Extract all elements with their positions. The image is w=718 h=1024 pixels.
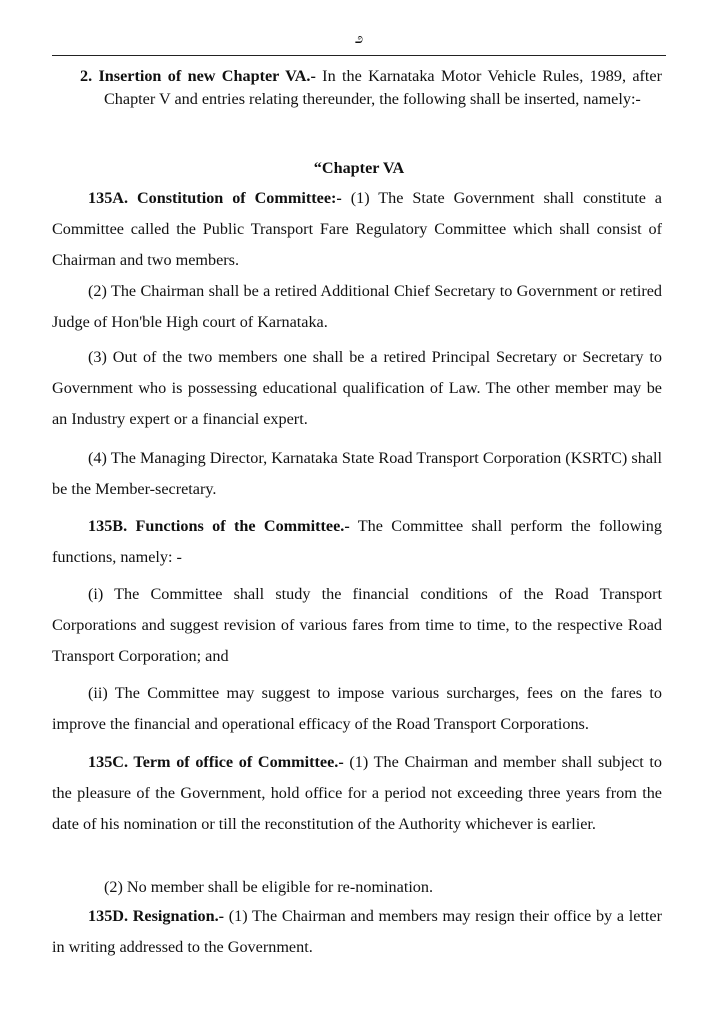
insertion-heading: 2. Insertion of new Chapter VA.- [80, 67, 316, 85]
rule-135c-text-2: (2) No member shall be eligible for re-nomination. [104, 878, 434, 896]
rule-135c-text-1: (1) The Chairman and member shall subject to the pleasure of the Government, hold office for a period not exceeding three years from the date of his nomination or till the reconstitution of the Authority whichever is earlier. [52, 753, 662, 833]
rule-135a-text-3: (3) Out of the two members one shall be a retired Principal Secretary or Secretary to Government who is possessing educational qualification of Law. The other member may be an Industry expert or a financial expert. [52, 348, 662, 428]
rule-135a-heading: 135A. Constitution of Committee:- [88, 189, 342, 207]
header-rule [52, 55, 666, 56]
rule-135c-heading: 135C. Term of office of Committee.- [88, 753, 344, 771]
rule-135d-text: (1) The Chairman and members may resign their office by a letter in writing addressed to the Government. [52, 907, 662, 956]
rule-135b-item-i [52, 579, 662, 672]
rule-135d-heading: 135D. Resignation.- [88, 907, 225, 925]
insertion-paragraph [80, 65, 662, 110]
rule-135a-paragraph-3 [52, 342, 662, 435]
chapter-title: “Chapter VA [313, 159, 405, 177]
rule-135c-paragraph-2 [52, 876, 662, 898]
rule-135a-paragraph-4 [52, 443, 662, 505]
rule-135b-item-ii-text: (ii) The Committee may suggest to impose various surcharges, fees on the fares to improve the financial and operational efficacy of the Road Transport Corporations. [52, 684, 662, 733]
rule-135b-paragraph [52, 511, 662, 573]
insertion-text: In the Karnataka Motor Vehicle Rules, 1989, after Chapter V and entries relating thereunder, the following shall be inserted, namely:- [104, 67, 663, 108]
rule-135d-paragraph [52, 901, 662, 963]
rule-135b-intro: The Committee shall perform the following functions, namely: - [52, 517, 662, 566]
rule-135a-text-2: (2) The Chairman shall be a retired Additional Chief Secretary to Government or retired Judge of Hon'ble High court of Karnataka. [52, 282, 662, 331]
page-number: ೨ [354, 31, 364, 47]
rule-135a-text-1: (1) The State Government shall constitute a Committee called the Public Transport Fare Regulatory Committee which shall consist of Chairman and two members. [52, 189, 662, 269]
rule-135a-paragraph-1 [52, 183, 662, 276]
rule-135a-paragraph-2 [52, 276, 662, 338]
rule-135b-item-i-text: (i) The Committee shall study the financial conditions of the Road Transport Corporations and suggest revision of various fares from time to time, to the respective Road Transport Corporation; and [52, 585, 662, 665]
rule-135a-text-4: (4) The Managing Director, Karnataka State Road Transport Corporation (KSRTC) shall be the Member-secretary. [52, 449, 662, 498]
rule-135c-paragraph-1 [52, 747, 662, 840]
rule-135b-item-ii [52, 678, 662, 740]
rule-135b-heading: 135B. Functions of the Committee.- [88, 517, 350, 535]
